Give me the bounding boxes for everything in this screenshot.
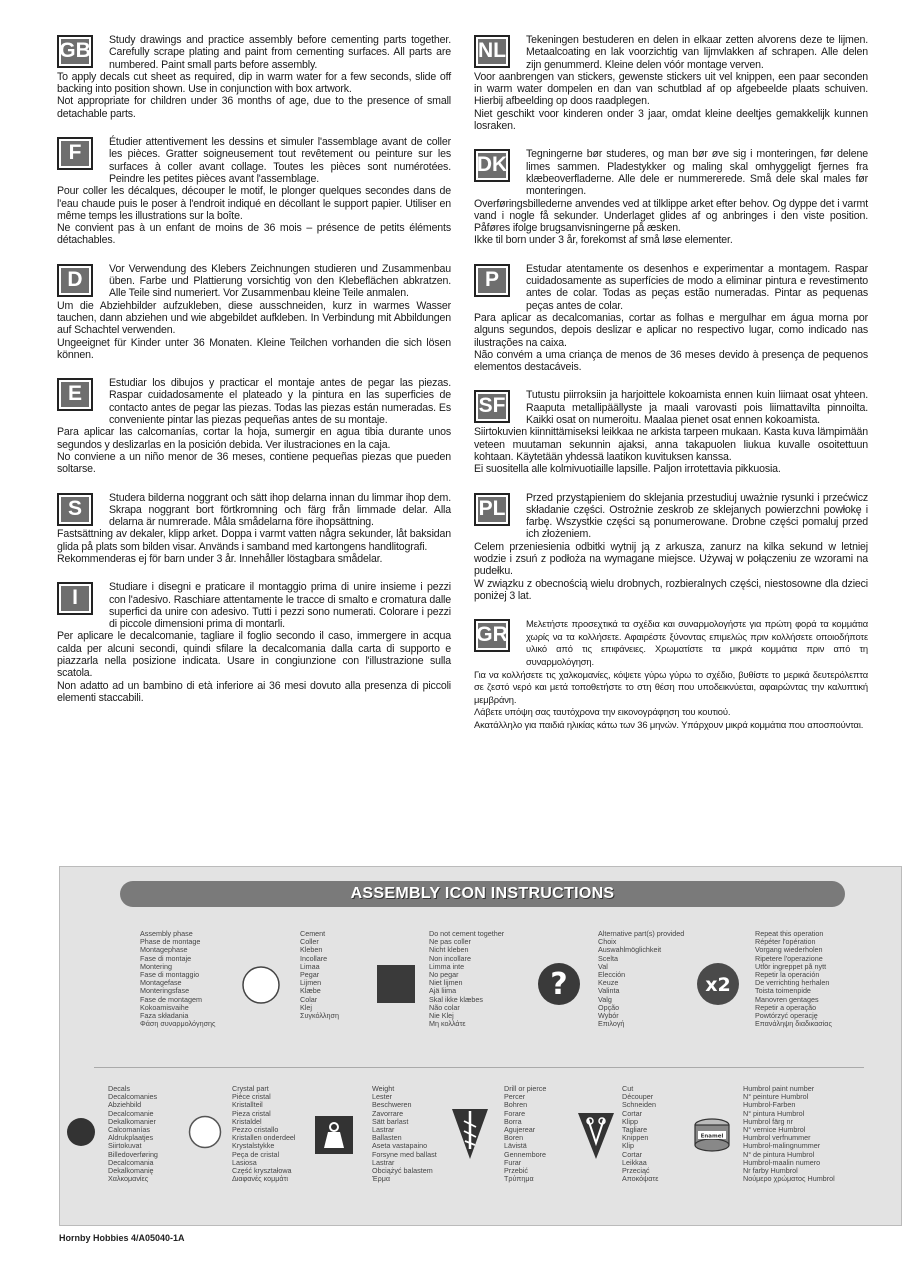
icon-label: Phase de montage [140, 937, 201, 947]
icon-label: Διαφανές κομμάτι [232, 1174, 289, 1184]
e-body-2: No conviene a un niño menor de 36 meses, contiene pequeñas piezas que pueden soltarse. [57, 450, 451, 476]
gb-body-1: To apply decals cut sheet as required, dip in warm water for a few seconds, slide off backing into position shown. Use in conjunction with box artwork. [57, 70, 451, 96]
section-sf [474, 389, 868, 475]
icon-label: Val [598, 961, 608, 971]
s-body-1: Fastsättning av dekaler, klipp arket. Doppa i varmt vatten några sekunder, låt baksidan glida på plats som bilden visar. Används i samband med kartongens handlitografi. [57, 528, 451, 553]
icon-label: Keuze [598, 978, 619, 988]
icon-label: Decalcomanies [108, 1092, 158, 1102]
icon-label: Klip [622, 1141, 634, 1151]
icon-label: Kristaldel [232, 1116, 262, 1126]
footer-code: Hornby Hobbies 4/A05040-1A [59, 1233, 185, 1243]
icon-label: Część kryształowa [232, 1166, 292, 1176]
icon-label: Crystal part [232, 1084, 269, 1093]
icon-label: Obciążyć balastem [372, 1166, 433, 1176]
cut-labels [622, 1085, 658, 1183]
icon-label: Cortar [622, 1149, 642, 1159]
icon-label: Toista toimenpide [755, 986, 811, 996]
icon-label: N° vernice Humbrol [743, 1125, 806, 1135]
drill-labels [504, 1085, 546, 1183]
icon-label: Cement [300, 929, 326, 938]
panel-divider [94, 1067, 864, 1068]
language-badge-e: E [57, 378, 93, 411]
icon-label: Coller [300, 937, 319, 947]
section-nl [474, 34, 868, 132]
icon-label: Gennembore [504, 1149, 546, 1159]
icon-label: Monteringsfase [140, 986, 190, 996]
dk-body-1: Overføringsbillederne anvendes ved at tilklippe arket efter behov. Og dyppe det i varmt vand i nogle få sekunder. Underlaget glides af og anbringes i den viste position. Påføres ifolge brugsanvisningerne på æsken. [474, 197, 868, 235]
icon-label: Αποκόψατε [622, 1174, 659, 1184]
icon-label: Kristallteil [232, 1100, 263, 1110]
f-body-1: Pour coller les décalques, découper le motif, le plonger quelques secondes dans de l'eau chaude puis le poser à l'endroit indiqué en décollant le support papier. Utiliser en même temps les illustrations sur la boîte. [57, 185, 451, 222]
icon-label: Humbrol-Farben [743, 1100, 796, 1110]
icon-label: Calcomanías [108, 1125, 150, 1135]
language-badge-pl: PL [474, 493, 510, 526]
no-cement-labels [429, 930, 504, 1028]
left-column [57, 34, 451, 717]
icon-label: Furar [504, 1157, 522, 1167]
cement-icon [241, 965, 281, 1005]
icon-label: Lasiosa [232, 1157, 257, 1167]
no-cement-icon [376, 964, 416, 1004]
f-body-2: Ne convient pas à un enfant de moins de 36 mois – présence de petits éléments détachables. [57, 222, 451, 247]
section-s [57, 492, 451, 566]
icon-label: Kristallen onderdeel [232, 1133, 296, 1143]
section-pl [474, 492, 868, 603]
nl-body-2: Niet geschikt voor kinderen onder 3 jaar, omdat kleine deeltjes gemakkelijk kunnen losraken. [474, 107, 868, 133]
language-badge-gb: GB [57, 35, 93, 68]
icon-label: Fase di montaje [140, 953, 192, 963]
icon-label: Μη κολλάτε [429, 1019, 466, 1029]
icon-label: Ne pas coller [429, 937, 471, 947]
decal-labels [108, 1085, 158, 1183]
icon-label: Aseta vastapaino [372, 1141, 428, 1151]
section-e [57, 377, 451, 475]
d-lead: Vor Verwendung des Klebers Zeichnungen studieren und Zusammenbau üben. Farbe und Plattierung vorsichtig von den Klebeflächen abkratzen. Alle Teile sind numeriert. Vor Zusammenbau kleine Teile anmalen. [109, 262, 451, 300]
icon-label: Do not cement together [429, 929, 505, 938]
icon-label: N° peinture Humbrol [743, 1092, 809, 1102]
icon-label: Limaa [300, 961, 320, 971]
alternative-part-labels [598, 930, 684, 1028]
icon-label: Auswahlmöglichkeit [598, 945, 662, 955]
language-badge-sf: SF [474, 390, 510, 423]
icon-label: Repetir a operação [755, 1002, 817, 1012]
icon-label: Decalcomania [108, 1157, 154, 1167]
icon-label: Ajä liima [429, 986, 457, 996]
section-gr [474, 618, 868, 731]
icon-label: Επιλογή [598, 1019, 625, 1029]
icon-label: No pegar [429, 970, 459, 980]
icon-label: Humbrol-malingnummer [743, 1141, 821, 1151]
icon-label: Kleben [300, 945, 323, 955]
icon-label: Leikkaa [622, 1157, 647, 1167]
icon-label: Faza składania [140, 1011, 189, 1021]
icon-label: Τρύπημα [504, 1174, 534, 1184]
paint-tin-icon [692, 1115, 732, 1155]
assembly-phase-labels [140, 930, 216, 1028]
icon-label: Ballasten [372, 1133, 402, 1143]
drill-icon [450, 1105, 490, 1161]
icon-label: Agujerear [504, 1125, 536, 1135]
icon-label: Percer [504, 1092, 526, 1102]
d-body-2: Ungeeignet für Kinder unter 36 Monaten. Kleine Teilchen vorhanden die sich lösen können. [57, 336, 451, 361]
icon-label: Abziehbild [108, 1100, 142, 1110]
icon-label: Colar [300, 994, 318, 1004]
icon-label: Knippen [622, 1133, 649, 1143]
crystal-part-labels [232, 1085, 296, 1183]
icon-label: Φάση συναρμολόγησης [140, 1019, 216, 1029]
nl-lead: Tekeningen bestuderen en delen in elkaar zetten alvorens deze te lijmen. Metaalcoating en lak voorzichtig van lijmvlakken af schrapen. Alle delen zijn genummerd. Kleine delen vóór montage verven. [526, 34, 868, 71]
icon-label: Klej [300, 1002, 312, 1012]
icon-label: De verrichting herhalen [755, 978, 830, 988]
section-p [474, 263, 868, 374]
icon-label: Repeat this operation [755, 929, 824, 938]
icon-label: Forsyne med ballast [372, 1149, 437, 1159]
icon-label: Vorgang wiederholen [755, 945, 823, 955]
icon-label: Συγκόλληση [300, 1011, 339, 1021]
icon-label: Lijmen [300, 978, 322, 988]
sf-body-1: Siirtokuvien kiinnittämiseksi leikkaa ne arkista tarpeen mukaan. Kasta kuva lämpimään veteen muutaman sekunnin ajaksi, anna takapuolen liukua kuvalle osoitettuun kohtaan. Käytetään yhdessä laatikon kuvituksen kanssa. [474, 426, 868, 463]
section-d [57, 263, 451, 361]
f-lead: Étudier attentivement les dessins et simuler l'assemblage avant de coller les pièces. Gratter soigneusement tout revêtement ou peinture sur les surfaces à coller avant collage. Toutes les pièces sont numérotées. Peindre les petites pièces avant l'assemblage. [109, 136, 451, 185]
icon-label: Pegar [300, 970, 320, 980]
gb-lead: Study drawings and practice assembly before cementing parts together. Carefully scrape plating and paint from cementing surfaces. All parts are numbered. Paint small parts before assembly. [109, 34, 451, 71]
icon-label: Humbrol paint number [743, 1084, 815, 1093]
dk-body-2: Ikke til born under 3 år, forekomst af små løse elementer. [474, 234, 733, 247]
cement-labels [300, 930, 339, 1020]
icon-label: Fase de montagem [140, 994, 202, 1004]
icon-label: Pezzo cristallo [232, 1125, 279, 1135]
icon-label: N° pintura Humbrol [743, 1108, 805, 1118]
icon-label: Elección [598, 970, 626, 980]
right-column [474, 34, 868, 745]
icon-label: Kokoamisvaihe [140, 1002, 189, 1012]
icon-label: Alternative part(s) provided [598, 929, 685, 938]
language-badge-s: S [57, 493, 93, 526]
question-mark-icon [537, 962, 581, 1006]
icon-label: Humbrol-maalin numero [743, 1157, 821, 1167]
p-body-2: Não convém a uma criança de menos de 36 meses devido à presença de pequenos elementos destacáveis. [474, 348, 868, 374]
icon-label: Wybór [598, 1011, 619, 1021]
icon-label: Tagliare [622, 1125, 648, 1135]
icon-label: Sätt barlast [372, 1116, 409, 1126]
icon-label: Nie Klej [429, 1011, 454, 1021]
section-f [57, 136, 451, 247]
icon-label: Não colar [429, 1002, 460, 1012]
icon-label: Dekalkomanię [108, 1166, 154, 1176]
svg-text:x2: x2 [705, 974, 731, 996]
icon-label: Zavorrare [372, 1108, 404, 1118]
i-body-1: Per aplicare le decalcomanie, tagliare il foglio secondo il caso, immergere in acqua calda per alcuni secondi, quindi sfilare la decalcomania dalla carta di supporto e piazzarla nella posizione indicata. Usare in congiunzione con l'illustrazione sulla scatola. [57, 630, 451, 680]
icon-label: Lester [372, 1092, 392, 1102]
icon-label: Krystalstykke [232, 1141, 275, 1151]
i-body-2: Non adatto ad un bambino di età inferiore ai 36 mesi dovuto alla presenza di piccoli elementi staccabili. [57, 679, 451, 704]
d-body-1: Um die Abziehbilder aufzukleben, diese ausschneiden, kurz in warmes Wasser tauchen, dann abziehen und wie abgebildet aufkleben. In Verbindung mit Abbildungen auf Schachtel verwenden. [57, 299, 451, 337]
gr-body-2: Λάβετε υπόψη σας ταυτόχρονα την εικονογράφηση του κουτιού. [474, 706, 731, 718]
gr-body-3: Ακατάλληλο για παιδιά ηλικίας κάτω των 36 μηνών. Υπάρχουν μικρά κομμάτια που αποσπούνται. [474, 718, 864, 730]
icon-label: Lastrar [372, 1157, 395, 1167]
language-badge-d: D [57, 264, 93, 297]
icon-label: Choix [598, 937, 617, 947]
icon-label: Aldrukplaatjes [108, 1133, 154, 1143]
nl-body-1: Voor aanbrengen van stickers, gewenste stickers uit vel knippen, een paar seconden in warm water dompelen en dan van schutblad af op afgebeelde plaats schuiven. Hierbij afbeelding op doos raadplegen. [474, 70, 868, 108]
icon-label: Dekalkomanier [108, 1116, 156, 1126]
crystal-part-icon [188, 1115, 222, 1149]
icon-label: Drill or pierce [504, 1084, 547, 1093]
icon-label: Montagefase [140, 978, 182, 988]
icon-label: N° de pintura Humbrol [743, 1149, 815, 1159]
icon-label: Przeciąć [622, 1166, 650, 1176]
section-gb [57, 34, 451, 120]
repeat-x2-icon [696, 962, 740, 1006]
language-badge-dk: DK [474, 149, 510, 182]
language-badge-i: I [57, 582, 93, 615]
icon-label: Montering [140, 961, 172, 971]
icon-label: Powtórzyć operację [755, 1011, 818, 1021]
icon-label: Opção [598, 1002, 620, 1012]
i-lead: Studiare i disegni e praticare il montaggio prima di unire insieme i pezzi con l'adesivo. Raschiare attentamente le tracce di smalto e cromatura dalle superfici da unire con adesivo. Tutti i pezzi sono numerati. Colorare i pezzi di piccole dimensioni prima di montarli. [109, 581, 451, 631]
sf-lead: Tutustu piirroksiin ja harjoittele kokoamista ennen kuin liimaat osat yhteen. Raaputa metallipäällyste ja maali varovasti pois liimattavilta pinnoilta. Kaikki osat on numeroitu. Maalaa pienet osat ennen kokoamista. [526, 389, 868, 427]
p-lead: Estudar atentamente os desenhos e experimentar a montagem. Raspar cuidadosamente as superfícies de modo a eliminar pintura e revestimento antes de colar. Todas as peças estão numeradas. Pintar as pequenas peças antes de colar. [526, 262, 868, 312]
language-badge-nl: NL [474, 35, 510, 68]
icon-label: Borra [504, 1116, 522, 1126]
e-body-1: Para aplicar las calcomanías, cortar la hoja, sumergir en agua tibia durante unos segundos y deslizarlas en la posición debida. Ver ilustraciones en la caja. [57, 426, 451, 451]
icon-label: Fase di montaggio [140, 970, 200, 980]
icon-label: Decalcomanie [108, 1108, 154, 1118]
s-lead: Studera bilderna noggrant och sätt ihop delarna innan du limmar ihop dem. Skrapa noggrant bort förtkromning och färg från limmade delar. Alla delarna är numrerade. Måla smådelarna före ihopsättning. [109, 491, 451, 529]
icon-label: Decals [108, 1084, 130, 1093]
icon-label: Cut [622, 1084, 634, 1093]
dk-lead: Tegningerne bør studeres, og man bør øve sig i monteringen, før delene limes sammen. Pladestykker og maling skal omhyggeligt fjernes fra klæbeoverfladerne. Alle dele er nummererede. Små dele skal males før monteringen. [526, 148, 868, 198]
icon-label: Χαλκομανίες [108, 1174, 149, 1184]
scissors-icon [576, 1109, 616, 1161]
icon-label: Humbrol färg nr [743, 1116, 793, 1126]
icon-label: Humbrol verfnummer [743, 1133, 811, 1143]
language-badge-gr: GR [474, 619, 510, 652]
icon-label: Nicht kleben [429, 945, 469, 955]
language-badge-f: F [57, 137, 93, 170]
icon-label: Schneiden [622, 1100, 656, 1110]
icon-label: Peça de cristal [232, 1149, 280, 1159]
svg-text:Enamel: Enamel [700, 1133, 724, 1140]
pl-body-2: W związku z obecnością wielu drobnych, rozbieralnych części, niestosowne dla dzieci poniżej 3 lat. [474, 577, 868, 602]
repeat-labels [755, 930, 832, 1028]
weight-labels [372, 1085, 437, 1183]
icon-label: Scelta [598, 953, 618, 963]
icon-label: Incollare [300, 953, 328, 963]
pl-lead: Przed przystąpieniem do sklejania przestudiuj uważnie rysunki i przećwicz składanie części. Ostrożnie zeskrob ze sklejanych powierzchni powłokę i farbę. Wszystkie części są ponumerowane. Drobne części pomaluj przed ich złożeniem. [526, 491, 868, 541]
icon-label: Klipp [622, 1116, 638, 1126]
paint-labels [743, 1085, 835, 1183]
icon-label: Nr farby Humbrol [743, 1166, 798, 1176]
icon-label: Skal ikke klæbes [429, 994, 483, 1004]
icon-label: Manovren gentages [755, 994, 819, 1004]
panel-title: ASSEMBLY ICON INSTRUCTIONS [120, 881, 845, 907]
section-dk [474, 148, 868, 246]
pl-body-1: Celem przeniesienia odbitki wytnij ją z arkusza, zanurz na kilka sekund w letniej wodzie i zsuń z podłoża na wymagane miejsce. Używaj w połączeniu ze wzorami na pudełku. [474, 540, 868, 578]
language-badge-p: P [474, 264, 510, 297]
icon-label: Boren [504, 1133, 524, 1143]
icon-label: Lastrar [372, 1125, 395, 1135]
icon-label: Utför ingreppet på nytt [755, 961, 827, 971]
icon-label: Έρμα [372, 1174, 391, 1184]
icon-label: Pièce cristal [232, 1092, 271, 1102]
p-body-1: Para aplicar as decalcomanias, cortar as folhas e mergulhar em água morna por alguns segundos, depois deslizar e aplicar no respectivo lugar, como indicado nas ilustrações na caixa. [474, 311, 868, 349]
icon-label: Répéter l'opération [755, 937, 816, 947]
icon-label: Beschweren [372, 1100, 412, 1110]
icon-label: Νούμερο χρώματος Humbrol [743, 1174, 835, 1184]
icon-label: Cortar [622, 1108, 642, 1118]
icon-label: Forare [504, 1108, 526, 1118]
icon-label: Découper [622, 1092, 654, 1102]
gb-body-2: Not appropriate for children under 36 months of age, due to the presence of small detachable parts. [57, 95, 451, 120]
icon-label: Repetir la operación [755, 970, 820, 980]
s-body-2: Rekommenderas ej för barn under 3 år. Innehåller löstagbara smådelar. [57, 552, 383, 565]
icon-label: Montagephase [140, 945, 188, 955]
icon-label: Przebić [504, 1166, 528, 1176]
icon-label: Επανάληψη διαδικασίας [755, 1019, 832, 1029]
sf-body-2: Ei suositella alle kolmivuotiaille lapsille. Paljon irrotettavia pikkuosia. [474, 463, 781, 476]
weight-icon [314, 1115, 354, 1155]
icon-label: Valg [598, 994, 612, 1004]
icon-label: Klæbe [300, 986, 321, 996]
icon-label: Lävistä [504, 1141, 527, 1151]
icon-label: Ripetere l'operazione [755, 953, 823, 963]
icon-label: Valinta [598, 986, 620, 996]
icon-label: Assembly phase [140, 929, 193, 938]
icon-label: Weight [372, 1084, 395, 1093]
gr-lead: Μελετήστε προσεχτικά τα σχέδια και συναρμολογήστε για πρώτη φορά τα κομμάτια χωρίς να τα κολλήσετε. Αφαιρέστε ξύνοντας επιμελώς πριν κολλήσετε οποιοδήποτε υλικό από τις επιφάνειες. Χρωματίστε τα μικρά κομμάτια πριν από τη συναρμολόγηση. [526, 618, 868, 667]
e-lead: Estudiar los dibujos y practicar el montaje antes de pegar las piezas. Raspar cuidadosamente el plateado y la pintura en las superficies de contacto antes de pegar las piezas. Todas las piezas están numeradas. Es conveniente pintar las piezas pequeñas antes de su montaje. [109, 377, 451, 427]
icon-label: Niet lijmen [429, 978, 463, 988]
icon-label: Pieza cristal [232, 1108, 271, 1118]
section-i [57, 581, 451, 704]
svg-text:?: ? [550, 967, 568, 1002]
gr-body-1: Για να κολλήσετε τις χαλκομανίες, κόψετε γύρω γύρω το σχέδιο, βυθίστε το μερικά δευτερόλεπτα σε ζεστό νερό και μετά τοποθετήστε το στη θέση που υποδεικνύεται, αφαιρώντας την καλυπτική μεμβράνη. [474, 668, 868, 705]
icon-label: Bohren [504, 1100, 528, 1110]
icon-label: Non incollare [429, 953, 471, 963]
icon-label: Siirtokuvat [108, 1141, 142, 1151]
icon-label: Billedoverføring [108, 1149, 158, 1159]
assembly-icon-panel [59, 866, 902, 1226]
icon-label: Limma inte [429, 961, 465, 971]
decal-icon [66, 1117, 96, 1147]
